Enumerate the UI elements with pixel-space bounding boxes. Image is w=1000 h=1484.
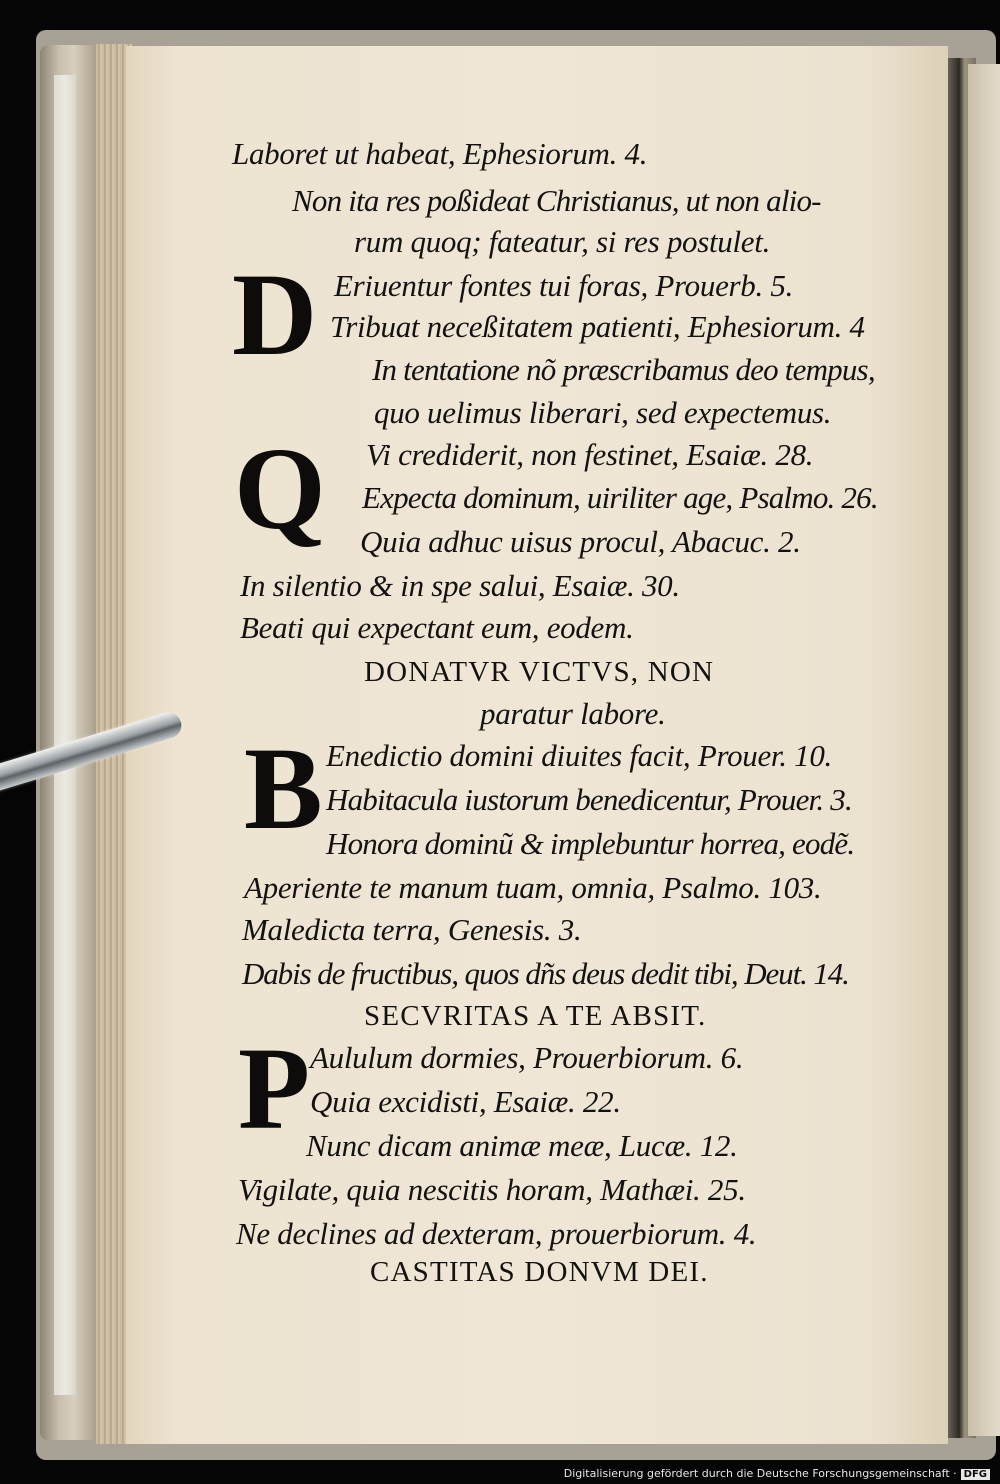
text-line: In tentatione nõ præscribamus deo tempus, [372, 352, 875, 387]
text-line: Maledicta terra, Genesis. 3. [242, 912, 582, 947]
text-line: Enedictio domini diuites facit, Prouer. 10. [326, 738, 833, 773]
section-heading-subtitle: paratur labore. [480, 696, 666, 731]
text-line: Habitacula iustorum benedicentur, Prouer. 3. [326, 782, 852, 817]
section-heading: CASTITAS DONVM DEI. [370, 1256, 709, 1288]
initial-letter-p: P [238, 1023, 311, 1154]
initial-letter-d: D [232, 249, 318, 380]
text-line: Quia excidisti, Esaiæ. 22. [310, 1084, 621, 1119]
text-line: Honora dominũ & implebuntur horrea, eodẽ. [326, 826, 855, 861]
initial-letter-b: B [244, 723, 323, 854]
text-line: Aperiente te manum tuam, omnia, Psalmo. 103. [244, 870, 822, 905]
text-line: Eriuentur fontes tui foras, Prouerb. 5. [334, 268, 794, 303]
text-line: quo uelimus liberari, sed expectemus. [374, 395, 832, 430]
text-line: Beati qui expectant eum, eodem. [240, 610, 634, 645]
text-line: Laboret ut habeat, Ephesiorum. 4. [232, 136, 648, 171]
text-line: Expecta dominum, uiriliter age, Psalmo. 26. [362, 480, 878, 515]
text-line: Nunc dicam animæ meæ, Lucæ. 12. [306, 1128, 738, 1163]
credit-text: Digitalisierung gefördert durch die Deutsche Forschungsgemeinschaft · [563, 1467, 957, 1480]
text-line: Tribuat neceßitatem patienti, Ephesiorum. 4 [330, 309, 865, 344]
text-line: Aululum dormies, Prouerbiorum. 6. [310, 1040, 744, 1075]
text-line: Dabis de fructibus, quos dñs deus dedit tibi, Deut. 14. [242, 956, 849, 991]
text-line: Vi crediderit, non festinet, Esaiæ. 28. [366, 437, 814, 472]
dfg-logo: DFG [961, 1469, 990, 1480]
facing-page-edge [968, 64, 1000, 1436]
text-line: Ne declines ad dexteram, prouerbiorum. 4. [236, 1216, 757, 1251]
digitization-credit [564, 1467, 990, 1480]
text-line: rum quoq; fateatur, si res postulet. [354, 224, 771, 259]
text-line: In silentio & in spe salui, Esaiæ. 30. [240, 568, 680, 603]
text-line: Vigilate, quia nescitis horam, Mathæi. 25. [238, 1172, 746, 1207]
text-line: Quia adhuc uisus procul, Abacuc. 2. [360, 524, 801, 559]
section-heading: SECVRITAS A TE ABSIT. [364, 1000, 707, 1032]
text-line: Non ita res poßideat Christianus, ut non alio- [292, 183, 821, 218]
section-heading: DONATVR VICTVS, NON [364, 656, 715, 688]
initial-letter-q: Q [234, 423, 326, 554]
